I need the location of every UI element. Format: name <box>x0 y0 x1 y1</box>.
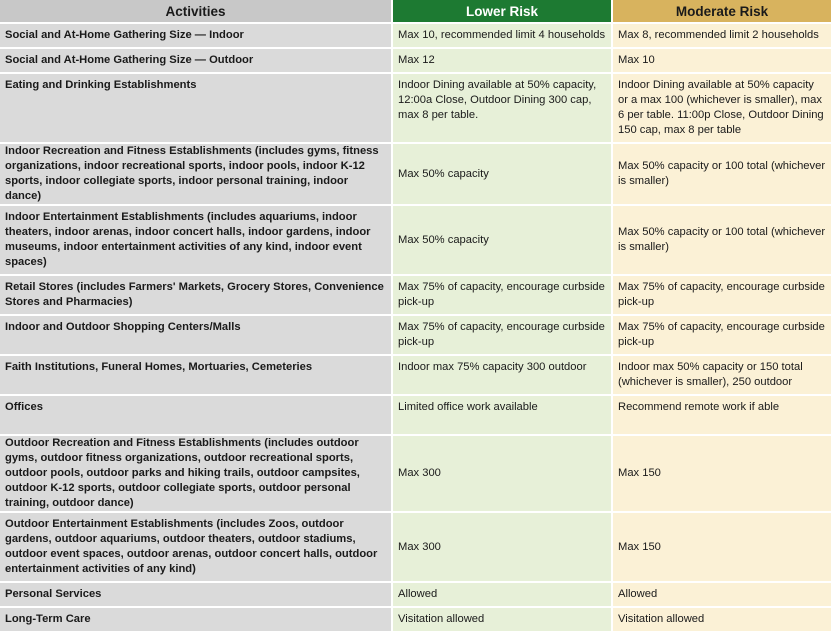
activity-cell: Faith Institutions, Funeral Homes, Mortuaries, Cemeteries <box>0 356 391 394</box>
table-row <box>0 583 831 606</box>
moderate-risk-cell: Max 8, recommended limit 2 households <box>613 24 831 47</box>
moderate-risk-cell: Max 75% of capacity, encourage curbside pick-up <box>613 276 831 314</box>
activity-cell: Long-Term Care <box>0 608 391 631</box>
moderate-risk-cell: Indoor max 50% capacity or 150 total (whichever is smaller), 250 outdoor <box>613 356 831 394</box>
table-row <box>0 276 831 314</box>
lower-risk-cell: Indoor max 75% capacity 300 outdoor <box>393 356 611 394</box>
lower-risk-cell: Max 300 <box>393 436 611 511</box>
activity-cell: Outdoor Entertainment Establishments (includes Zoos, outdoor gardens, outdoor aquariums, outdoor theaters, outdoor stadiums, outdoor event spaces, outdoor arenas, outdoor concert halls, outdoor entertainment activities of any kind) <box>0 513 391 581</box>
table-row <box>0 436 831 511</box>
table-row <box>0 316 831 354</box>
activity-cell: Indoor Recreation and Fitness Establishments (includes gyms, fitness organizations, indoor recreational sports, indoor pools, indoor K-12 sports, indoor collegiate sports, indoor personal training, indoor dance) <box>0 144 391 204</box>
lower-risk-cell: Visitation allowed <box>393 608 611 631</box>
activity-cell: Personal Services <box>0 583 391 606</box>
activity-cell: Social and At-Home Gathering Size — Indoor <box>0 24 391 47</box>
moderate-risk-cell: Max 10 <box>613 49 831 72</box>
table-row <box>0 206 831 274</box>
lower-risk-cell: Max 10, recommended limit 4 households <box>393 24 611 47</box>
moderate-risk-cell: Allowed <box>613 583 831 606</box>
moderate-risk-cell: Indoor Dining available at 50% capacity or a max 100 (whichever is smaller), max 6 per table. 11:00p Close, Outdoor Dining 150 cap, max 8 per table <box>613 74 831 142</box>
moderate-risk-cell: Max 150 <box>613 513 831 581</box>
lower-risk-cell: Allowed <box>393 583 611 606</box>
table-row <box>0 74 831 142</box>
moderate-risk-cell: Max 150 <box>613 436 831 511</box>
lower-risk-cell: Limited office work available <box>393 396 611 434</box>
lower-risk-cell: Max 75% of capacity, encourage curbside pick-up <box>393 316 611 354</box>
header-row <box>0 0 831 22</box>
activity-cell: Outdoor Recreation and Fitness Establishments (includes outdoor gyms, outdoor fitness organizations, outdoor recreational sports, outdoor pools, outdoor parks and hiking trails, outdoor campsites, outdoor K-12 sports, outdoor collegiate sports, outdoor personal training, outdoor dance) <box>0 436 391 511</box>
lower-risk-cell: Max 12 <box>393 49 611 72</box>
lower-risk-cell: Max 300 <box>393 513 611 581</box>
table-row <box>0 356 831 394</box>
moderate-risk-cell: Visitation allowed <box>613 608 831 631</box>
lower-risk-cell: Max 75% of capacity, encourage curbside pick-up <box>393 276 611 314</box>
activity-cell: Eating and Drinking Establishments <box>0 74 391 142</box>
lower-risk-cell: Max 50% capacity <box>393 206 611 274</box>
activity-cell: Social and At-Home Gathering Size — Outdoor <box>0 49 391 72</box>
table-row <box>0 24 831 47</box>
header-moderate-risk: Moderate Risk <box>613 0 831 22</box>
moderate-risk-cell: Recommend remote work if able <box>613 396 831 434</box>
moderate-risk-cell: Max 75% of capacity, encourage curbside pick-up <box>613 316 831 354</box>
header-lower-risk: Lower Risk <box>393 0 611 22</box>
header-activities: Activities <box>0 0 391 22</box>
activity-cell: Indoor Entertainment Establishments (includes aquariums, indoor theaters, indoor arenas, indoor concert halls, indoor gardens, indoor museums, indoor entertainment activities of any kind, indoor event spaces) <box>0 206 391 274</box>
moderate-risk-cell: Max 50% capacity or 100 total (whichever is smaller) <box>613 144 831 204</box>
lower-risk-cell: Max 50% capacity <box>393 144 611 204</box>
lower-risk-cell: Indoor Dining available at 50% capacity, 12:00a Close, Outdoor Dining 300 cap, max 8 per table. <box>393 74 611 142</box>
table-row <box>0 513 831 581</box>
table-row <box>0 144 831 204</box>
table-row <box>0 396 831 434</box>
activity-cell: Retail Stores (includes Farmers' Markets, Grocery Stores, Convenience Stores and Pharmacies) <box>0 276 391 314</box>
table-row <box>0 49 831 72</box>
moderate-risk-cell: Max 50% capacity or 100 total (whichever is smaller) <box>613 206 831 274</box>
activity-cell: Offices <box>0 396 391 434</box>
activity-cell: Indoor and Outdoor Shopping Centers/Malls <box>0 316 391 354</box>
